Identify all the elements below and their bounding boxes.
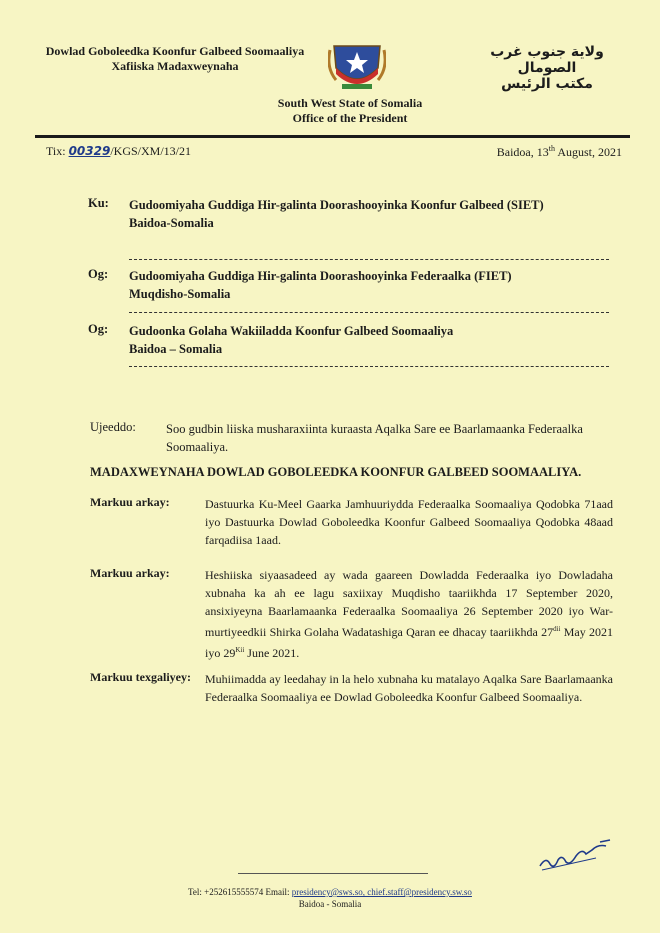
footer-divider (238, 873, 428, 874)
office-name-english: Office of the President (292, 111, 408, 125)
state-name-english: South West State of Somalia (277, 96, 423, 110)
addressee-block: Gudoomiyaha Guddiga Hir-galinta Doorashooyinka Koonfur Galbeed (SIET) Baidoa-Somalia (129, 198, 544, 230)
clause-text: Dastuurka Ku-Meel Gaarka Jamhuuriydda Federaalka Soomaaliya Qodobka 71aad iyo Dastuurka Dowlad Goboleedka Koonfur Galbeed Soomaaliya Qodobka 48aad farqadiisa 1aad. (205, 497, 613, 547)
phone-text: Tel: +252615555574 Email: (188, 887, 292, 897)
addressee-block: Gudoomiyaha Guddiga Hir-galinta Doorashooyinka Federaalka (FIET) Muqdisho-Somalia (129, 269, 512, 301)
clause-text: Heshiiska siyaasadeed ay wada gaareen Dowladda Federaalka iyo Dowladaha xubnaha ka ah ee lagu saxiixay Muqdisho taariikhda 17 September 2020, ansixiyeyna Baarlamaanka Federaalka Soomaaliya 26 September 2020 iyo War-murtiyeedkii Shirka Golaha Wadatashiga Qaran ee dhacay taariikhda $27^{dii}$ May 2021 iyo $29^{Kii}$ June 2021. (205, 568, 613, 660)
dashed-divider (129, 366, 609, 367)
state-name-somali: Dowlad Goboleedka Koonfur Galbeed Soomaaliya (45, 44, 305, 58)
dashed-divider (129, 312, 609, 313)
reference-handwritten-number: 00329 (68, 144, 111, 158)
state-name-arabic: ولاية جنوب غرب الصومال (490, 44, 604, 76)
subject-text: Soo gudbin liiska musharaxiinta kuraasta Aqalka Sare ee Baarlamaanka Federaalka Soomaaliya. (166, 422, 583, 454)
header-divider (35, 135, 630, 138)
decree-title: MADAXWEYNAHA DOWLAD GOBOLEEDKA KOONFUR GALBEED SOOMAALIYA. (90, 465, 582, 479)
letterhead-english (200, 96, 500, 126)
email-link[interactable]: presidency@sws.so, chief.staff@presidency.sw.so (291, 887, 472, 897)
addressee-label: Og: (88, 267, 109, 281)
contact-footer (150, 886, 510, 910)
clause-label: Markuu texgaliyey: (90, 670, 191, 684)
addressee-label: Ku: (88, 196, 109, 210)
office-name-arabic: مكتب الرئيس (501, 76, 593, 92)
reference-suffix: /KGS/XM/13/21 (110, 144, 192, 158)
letterhead-somali (30, 44, 320, 74)
addressee-block: Gudoonka Golaha Wakiiladda Koonfur Galbeed Soomaaliya Baidoa – Somalia (129, 324, 454, 356)
dashed-divider (129, 259, 609, 260)
reference-number (46, 144, 191, 159)
clause-label: Markuu arkay: (90, 495, 170, 509)
letter-date: Baidoa, 13th August, 2021 (496, 144, 622, 159)
coat-of-arms-icon (328, 38, 386, 94)
subject-label: Ujeeddo: (90, 420, 136, 434)
clause-label: Markuu arkay: (90, 566, 170, 580)
office-name-somali: Xafiiska Madaxweynaha (111, 59, 239, 73)
clause-text: Muhiimadda ay leedahay in la helo xubnaha ku matalayo Aqalka Sare Baarlamaanka Federaalka Soomaaliya ee Dowlad Goboleedka Koonfur Galbeed Soomaaliya. (205, 672, 613, 704)
letterhead-arabic (472, 44, 622, 92)
footer-city: Baidoa - Somalia (298, 899, 362, 909)
reference-prefix: Tix: (46, 144, 66, 158)
addressee-label: Og: (88, 322, 109, 336)
signature-icon (536, 836, 616, 876)
